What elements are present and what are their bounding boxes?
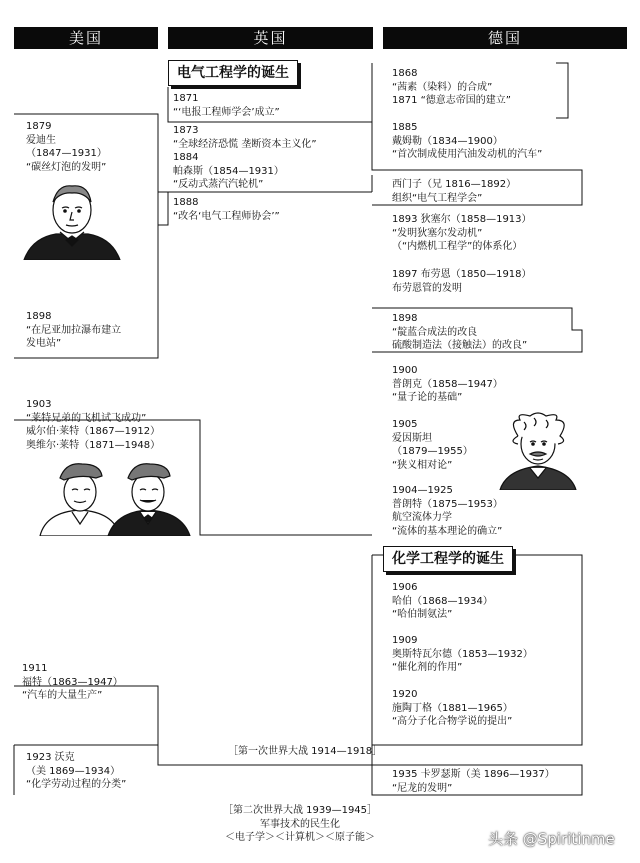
de-1885: 1885 戴姆勒（1834—1900） “首次制成使用汽油发动机的汽车” (392, 122, 543, 160)
einstein-portrait (498, 412, 578, 490)
de-haber: 1906 哈伯（1868—1934） “哈伯制氨法” (392, 582, 493, 620)
de-1868-bracket (556, 63, 568, 118)
usa-1898: 1898 “在尼亚加拉瀑布建立 发电站” (26, 311, 122, 349)
usa-ford: 1911 福特（1863—1947） “汽车的大量生产” (22, 663, 123, 701)
de-planck: 1900 普朗克（1858—1947） “量子论的基础” (392, 365, 503, 403)
de-siemens: 西门子（兄 1816—1892） 组织“电气工程学会” (392, 179, 517, 204)
header-usa: 美国 (14, 27, 158, 49)
edison-portrait (22, 182, 122, 260)
wright-brothers-portrait (36, 460, 196, 536)
de-einstein: 1905 爱因斯坦 （1879—1955） “狭义相对论” (392, 419, 473, 471)
de-carothers: 1935 卡罗瑟斯（美 1896—1937） “尼龙的发明” (392, 769, 555, 794)
header-germany: 德国 (383, 27, 627, 49)
civilian-label: 军事技术的民生化 (260, 818, 340, 830)
ww2-block (200, 804, 400, 845)
usa-edison: 1879 爱迪生 （1847—1931） “碳丝灯泡的发明” (26, 121, 107, 173)
title-electrical-engineering: 电气工程学的诞生 (168, 60, 298, 86)
ww1-label: ［第一次世界大战 1914—1918］ (228, 746, 383, 757)
header-uk: 英国 (168, 27, 373, 49)
uk-1873: 1873 “全球经济恐慌 垄断资本主义化” 1884 帕森斯（1854—1931） “反动式蒸汽汽轮机” (173, 125, 317, 190)
title-chemical-engineering: 化学工程学的诞生 (383, 546, 513, 572)
de-1897: 1897 布劳恩（1850—1918） 布劳恩管的发明 (392, 269, 532, 294)
uk-1888: 1888 “改名‘电气工程师协会’” (173, 197, 280, 222)
de-1868: 1868 “茜素（染料）的合成” 1871 “德意志帝国的建立” (392, 68, 511, 106)
de-1898: 1898 “靛蓝合成法的改良 硫酸制造法（接触法）的改良” (392, 313, 528, 351)
de-ostwald: 1909 奥斯特瓦尔德（1853—1932） “催化剂的作用” (392, 635, 533, 673)
tech-label: ＜电子学＞＜计算机＞＜原子能＞ (225, 832, 375, 843)
uk-1871: 1871 “‘电报工程师学会’成立” (173, 93, 280, 118)
de-1893: 1893 狄塞尔（1858—1913） “发明狄塞尔发动机” （“内燃机工程学”的体系化） (392, 214, 532, 252)
uk-1888-line (158, 192, 168, 225)
watermark: 头条 @Spiritinme (488, 830, 615, 848)
de-staudinger: 1920 施陶丁格（1881—1965） “高分子化合物学说的提出” (392, 689, 513, 727)
de-prandtl: 1904—1925 普朗特（1875—1953） 航空流体力学 “流体的基本理论的确立” (392, 485, 503, 537)
ww2-label: ［第二次世界大战 1939—1945］ (222, 805, 378, 816)
usa-walker: 1923 沃克 （美 1869—1934） “化学劳动过程的分类” (26, 752, 127, 790)
usa-wright: 1903 “莱特兄弟的飞机试飞成功” 威尔伯·莱特（1867—1912） 奥维尔·莱特（1871—1948） (26, 399, 161, 451)
